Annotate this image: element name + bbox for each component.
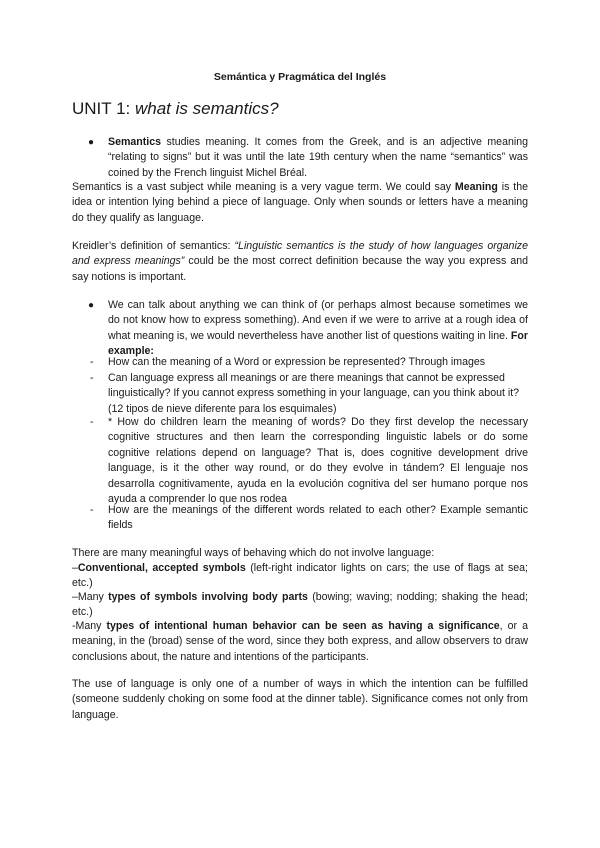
dash-marker: - [90, 372, 94, 384]
behaving-item-term: types of symbols involving body parts [108, 591, 308, 603]
for-example-label: For example: [108, 329, 528, 358]
dash-marker: - [90, 356, 94, 368]
behaving-item [72, 561, 528, 592]
behaving-item-prefix: -Many [72, 620, 107, 632]
meaning-term: Meaning [454, 181, 498, 193]
semantics-definition-text: studies meaning. It comes from the Greek, and is an adjective meaning “relating to signs” but it was until the late 19th century when the name “semantics” was coined by the French linguist Michel Bréal. [108, 136, 528, 179]
unit-topic: what is semantics? [134, 99, 279, 118]
kreidler-quote: “Linguistic semantics is the study of how languages organize and express meanings” [72, 240, 528, 268]
bullet-marker: ● [88, 300, 95, 311]
behaving-item-text: (left-right indicator lights on cars; the use of flags at sea; etc.) [72, 562, 528, 590]
question-item: How can the meaning of a Word or expression be represented? Through images [108, 356, 486, 368]
language-use-paragraph: The use of language is only one of a number of ways in which the intention can be fulfilled (someone suddenly choking on some food at the dinner table). Significance comes not only from language. [72, 678, 528, 721]
dash-marker: - [90, 416, 94, 428]
behaving-item-prefix: – [72, 562, 78, 574]
bullet-marker: ● [88, 137, 95, 148]
behaving-item-term: Conventional, accepted symbols [77, 562, 246, 574]
behaving-item-prefix: –Many [72, 591, 109, 603]
talk-about-bullet [108, 298, 528, 360]
behaving-item [72, 590, 528, 621]
talk-about-text: We can talk about anything we can think of (or perhaps almost because sometimes we do not know how to express something). And even if we were to arrive at a rough idea of what meaning is, we would nevertheless have another list of questions waiting in line. [108, 299, 528, 342]
behaving-item-term: types of intentional human behavior can be seen as having a significance [106, 620, 500, 632]
semantics-definition [108, 135, 528, 181]
unit-prefix: UNIT 1: [72, 99, 135, 118]
unit-heading [72, 99, 279, 119]
dash-marker: - [90, 504, 94, 516]
kreidler-conclusion: could be the most correct definition because the way you express and say notions is important. [72, 255, 528, 283]
behaving-item-text: , or a meaning, in the (broad) sense of the word, since they both express, and allow observers to draw conclusions about, the nature and intentions of the participants. [72, 620, 528, 663]
kreidler-intro: Kreidler’s definition of semantics: [72, 240, 235, 252]
meaning-paragraph-start: Semantics is a vast subject while meaning is a very vague term. We could say [72, 181, 455, 193]
semantics-term: Semantics [108, 136, 161, 148]
question-item: How are the meanings of the different words related to each other? Example semantic fields [108, 504, 528, 532]
behaving-item-text: (bowing; waving; nodding; shaking the head; etc.) [72, 591, 528, 619]
kreidler-paragraph [72, 239, 528, 285]
question-item: Can language express all meanings or are there meanings that cannot be expressed linguistically? If you cannot express something in your language, can you think about it? (12 tipos de nieve diferente para los esquimales) [108, 372, 520, 415]
meaning-paragraph-end: is the idea or intention lying behind a piece of language. Only when sounds or letters have a meaning do they qualify as language. [72, 181, 528, 224]
meaning-paragraph [72, 180, 528, 226]
behaving-item [72, 619, 528, 665]
behaving-intro: There are many meaningful ways of behaving which do not involve language: [72, 547, 435, 559]
document-title: Semántica y Pragmática del Inglés [213, 71, 387, 83]
question-item: * How do children learn the meaning of words? Do they first develop the necessary cognitive structures and then learn the corresponding linguistic labels or do some cognitive relations depend on language? That is, does cognitive development drive language, is it the other way round, or do they evolve in tándem? El lenguaje nos desarrolla cognitivamente, ayuda en la evolución cognitiva del ser humano porque nos ayuda a comprender lo que nos rodea [108, 416, 528, 506]
